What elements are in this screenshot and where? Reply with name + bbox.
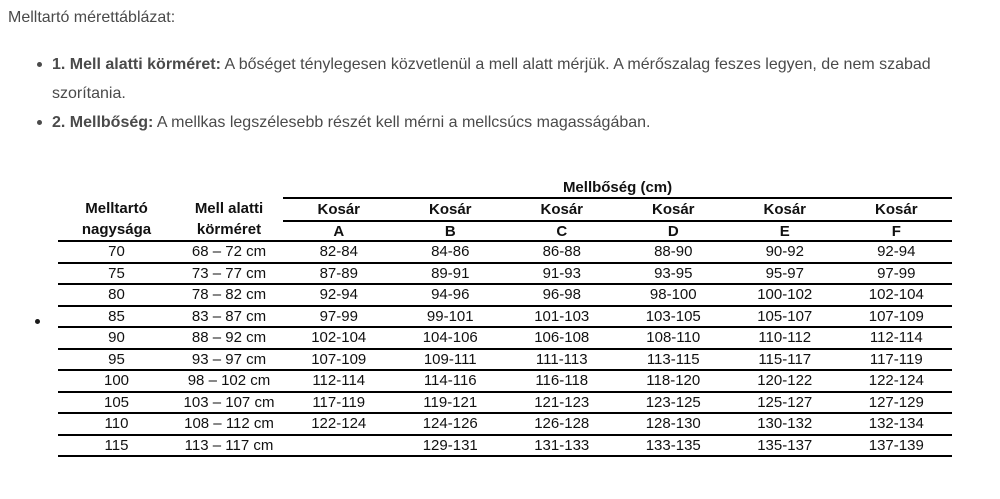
cell-cup-f: 117-119 — [841, 349, 953, 371]
page-title: Melltartó mérettáblázat: — [8, 9, 176, 26]
col-header-cup-b: Kosár — [395, 198, 507, 221]
cell-cup-e: 125-127 — [729, 392, 841, 414]
col-header-cup-d: Kosár — [618, 198, 730, 221]
cell-size: 100 — [58, 370, 175, 392]
cell-cup-a: 82-84 — [283, 241, 395, 263]
cell-cup-c: 131-133 — [506, 435, 618, 457]
note-text: A mellkas legszélesebb részét kell mérni a mellcsúcs magasságában. — [156, 114, 651, 131]
group-header-row — [58, 178, 952, 198]
cell-cup-a: 102-104 — [283, 327, 395, 349]
col-header-cup-a: Kosár — [283, 198, 395, 221]
cell-cup-a: 97-99 — [283, 306, 395, 328]
cell-cup-d: 93-95 — [618, 263, 730, 285]
cell-cup-e: 110-112 — [729, 327, 841, 349]
cell-cup-c: 121-123 — [506, 392, 618, 414]
table-row — [58, 263, 952, 285]
cup-letter-a: A — [283, 221, 395, 241]
table-row — [58, 370, 952, 392]
cell-cup-e: 95-97 — [729, 263, 841, 285]
cell-underbust: 113 – 117 cm — [175, 435, 283, 457]
cell-cup-b: 114-116 — [395, 370, 507, 392]
cup-letter-b: B — [395, 221, 507, 241]
cell-cup-e: 100-102 — [729, 284, 841, 306]
size-table-section — [58, 178, 952, 457]
table-row — [58, 349, 952, 371]
cell-cup-c: 86-88 — [506, 241, 618, 263]
cell-cup-e: 120-122 — [729, 370, 841, 392]
cell-size: 80 — [58, 284, 175, 306]
cell-size: 110 — [58, 413, 175, 435]
cell-cup-d: 98-100 — [618, 284, 730, 306]
cell-cup-c: 106-108 — [506, 327, 618, 349]
cell-size: 85 — [58, 306, 175, 328]
empty-corner-cell — [58, 178, 283, 198]
cell-size: 70 — [58, 241, 175, 263]
cell-underbust: 83 – 87 cm — [175, 306, 283, 328]
cell-cup-c: 126-128 — [506, 413, 618, 435]
cell-cup-d: 108-110 — [618, 327, 730, 349]
cell-underbust: 78 – 82 cm — [175, 284, 283, 306]
col-header-size-line2: nagysága — [81, 221, 152, 238]
cell-cup-a — [283, 435, 395, 457]
col-header-cup-c: Kosár — [506, 198, 618, 221]
note-item-underbust — [52, 50, 944, 108]
table-row — [58, 392, 952, 414]
bullet-dot-icon — [35, 319, 40, 324]
cell-underbust: 73 – 77 cm — [175, 263, 283, 285]
cell-cup-c: 101-103 — [506, 306, 618, 328]
cell-underbust: 93 – 97 cm — [175, 349, 283, 371]
cell-cup-f: 137-139 — [841, 435, 953, 457]
cell-cup-d: 88-90 — [618, 241, 730, 263]
cup-letter-e: E — [729, 221, 841, 241]
cell-cup-f: 92-94 — [841, 241, 953, 263]
table-row — [58, 435, 952, 457]
cell-cup-d: 128-130 — [618, 413, 730, 435]
notes-list — [52, 50, 944, 137]
table-row — [58, 306, 952, 328]
note-text: A bőséget ténylegesen közvetlenül a mell alatt mérjük. A mérőszalag feszes legyen, de nem szabad szorítania. — [52, 56, 931, 102]
cell-cup-d: 113-115 — [618, 349, 730, 371]
table-row — [58, 284, 952, 306]
cell-cup-e: 105-107 — [729, 306, 841, 328]
cell-cup-b: 104-106 — [395, 327, 507, 349]
cell-cup-b: 109-111 — [395, 349, 507, 371]
cell-underbust: 103 – 107 cm — [175, 392, 283, 414]
table-row — [58, 241, 952, 263]
cell-cup-a: 107-109 — [283, 349, 395, 371]
cup-letter-d: D — [618, 221, 730, 241]
cell-cup-b: 124-126 — [395, 413, 507, 435]
size-table-body — [58, 241, 952, 456]
cell-cup-f: 112-114 — [841, 327, 953, 349]
cell-size: 105 — [58, 392, 175, 414]
cell-cup-b: 119-121 — [395, 392, 507, 414]
bullet-dot-icon — [37, 120, 42, 125]
cell-cup-c: 91-93 — [506, 263, 618, 285]
cell-cup-a: 112-114 — [283, 370, 395, 392]
cell-cup-c: 111-113 — [506, 349, 618, 371]
cell-cup-b: 94-96 — [395, 284, 507, 306]
cell-cup-f: 132-134 — [841, 413, 953, 435]
cell-underbust: 68 – 72 cm — [175, 241, 283, 263]
cell-cup-e: 90-92 — [729, 241, 841, 263]
cell-cup-d: 123-125 — [618, 392, 730, 414]
cell-cup-b: 89-91 — [395, 263, 507, 285]
cup-letter-f: F — [841, 221, 953, 241]
cell-cup-a: 117-119 — [283, 392, 395, 414]
cell-cup-b: 84-86 — [395, 241, 507, 263]
cell-cup-e: 135-137 — [729, 435, 841, 457]
cell-cup-d: 103-105 — [618, 306, 730, 328]
col-header-underbust — [175, 198, 283, 241]
cup-header-row — [58, 198, 952, 221]
table-row — [58, 327, 952, 349]
cell-cup-f: 97-99 — [841, 263, 953, 285]
cell-cup-e: 115-117 — [729, 349, 841, 371]
cell-size: 75 — [58, 263, 175, 285]
cell-size: 90 — [58, 327, 175, 349]
cup-letter-c: C — [506, 221, 618, 241]
cell-cup-a: 92-94 — [283, 284, 395, 306]
cell-cup-d: 118-120 — [618, 370, 730, 392]
cell-underbust: 108 – 112 cm — [175, 413, 283, 435]
size-table — [58, 178, 952, 457]
cell-cup-c: 96-98 — [506, 284, 618, 306]
cell-underbust: 88 – 92 cm — [175, 327, 283, 349]
cell-cup-c: 116-118 — [506, 370, 618, 392]
cell-cup-f: 127-129 — [841, 392, 953, 414]
col-header-cup-e: Kosár — [729, 198, 841, 221]
cell-cup-f: 122-124 — [841, 370, 953, 392]
bullet-dot-icon — [37, 62, 42, 67]
cell-size: 95 — [58, 349, 175, 371]
cell-size: 115 — [58, 435, 175, 457]
col-header-size — [58, 198, 175, 241]
cell-underbust: 98 – 102 cm — [175, 370, 283, 392]
cell-cup-b: 129-131 — [395, 435, 507, 457]
cell-cup-f: 102-104 — [841, 284, 953, 306]
note-item-bust — [52, 108, 944, 137]
cell-cup-a: 122-124 — [283, 413, 395, 435]
col-header-underbust-line1: Mell alatti — [194, 200, 264, 217]
note-label: 1. Mell alatti körméret: — [52, 56, 221, 73]
cell-cup-f: 107-109 — [841, 306, 953, 328]
group-header-bust: Mellbőség (cm) — [283, 178, 952, 198]
col-header-underbust-line2: körméret — [196, 221, 262, 238]
cell-cup-e: 130-132 — [729, 413, 841, 435]
col-header-size-line1: Melltartó — [85, 200, 148, 217]
cell-cup-b: 99-101 — [395, 306, 507, 328]
cell-cup-d: 133-135 — [618, 435, 730, 457]
col-header-cup-f: Kosár — [841, 198, 953, 221]
table-row — [58, 413, 952, 435]
note-label: 2. Mellbőség: — [52, 114, 154, 131]
cell-cup-a: 87-89 — [283, 263, 395, 285]
